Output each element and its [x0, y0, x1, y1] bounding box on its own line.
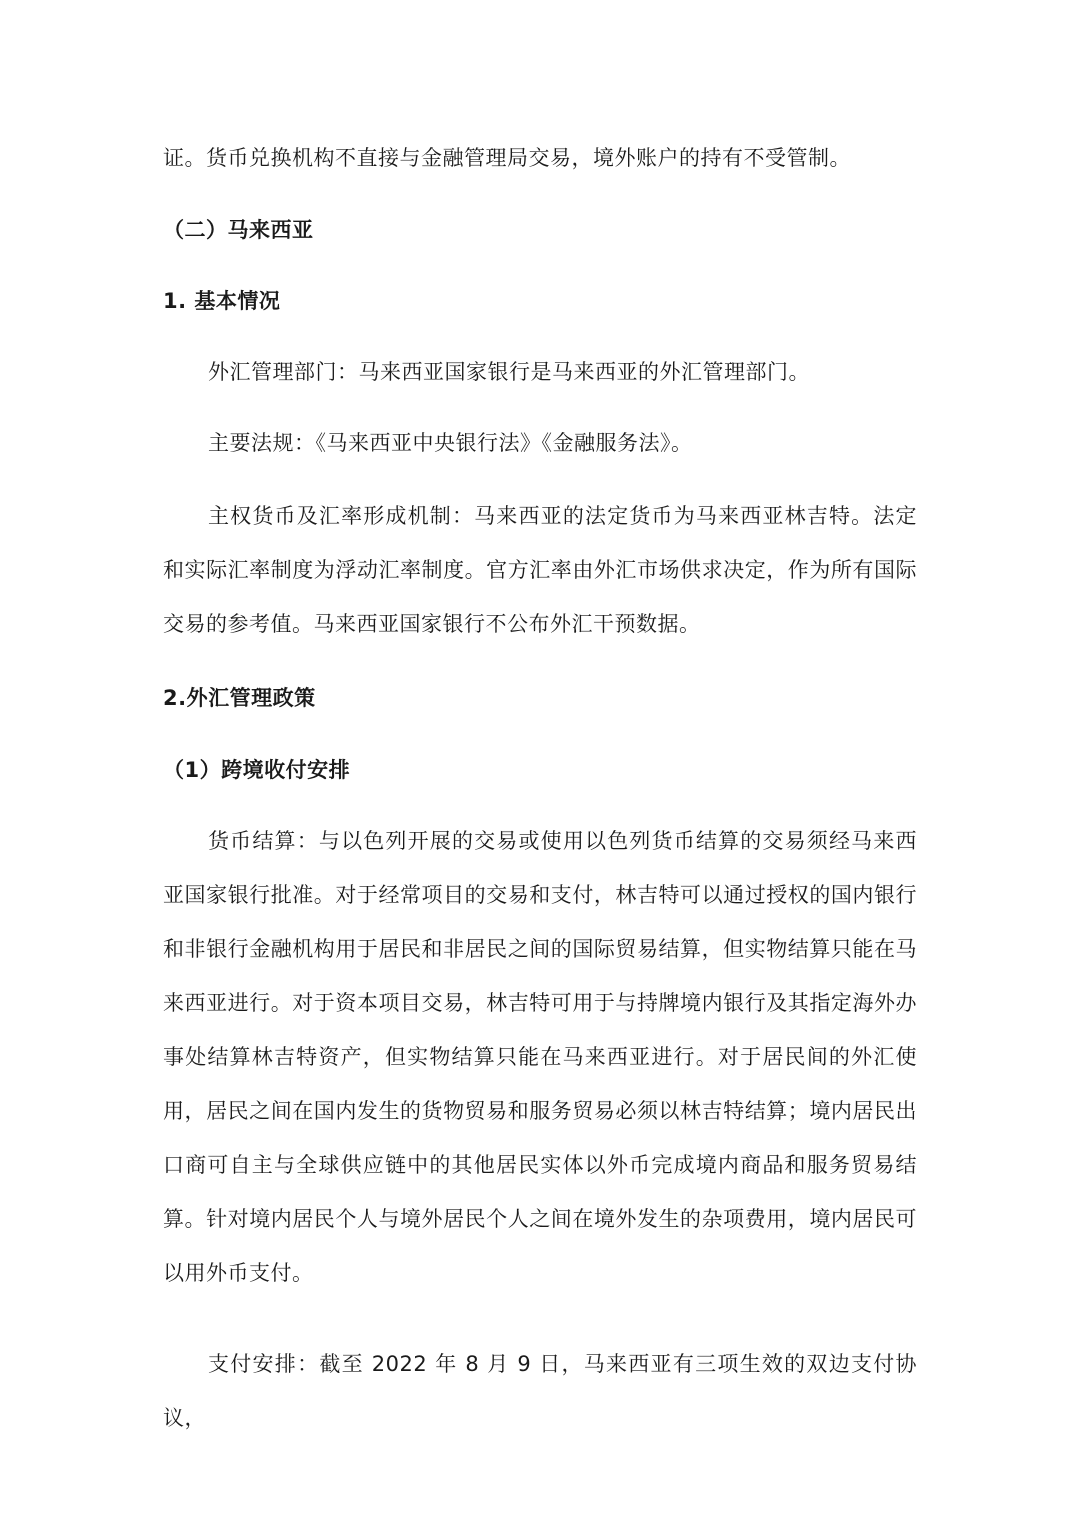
subsection-heading-cross-border: （1）跨境收付安排 — [163, 758, 351, 782]
paragraph-currency-regime: 主权货币及汇率形成机制：马来西亚的法定货币为马来西亚林吉特。法定和实际汇率制度为浮动汇率制度。官方汇率由外汇市场供求决定，作为所有国际交易的参考值。马来西亚国家银行不公布外汇干预数据。 — [163, 504, 917, 636]
subsection-heading-basic-info: 1. 基本情况 — [163, 289, 281, 313]
subsection-heading-fx-policy: 2.外汇管理政策 — [163, 686, 316, 710]
paragraph-currency-settlement: 货币结算：与以色列开展的交易或使用以色列货币结算的交易须经马来西亚国家银行批准。对于经常项目的交易和支付，林吉特可以通过授权的国内银行和非银行金融机构用于居民和非居民之间的国际贸易结算，但实物结算只能在马来西亚进行。对于资本项目交易，林吉特可用于与持牌境内银行及其指定海外办事处结算林吉特资产，但实物结算只能在马来西亚进行。对于居民间的外汇使用，居民之间在国内发生的货物贸易和服务贸易必须以林吉特结算；境内居民出口商可自主与全球供应链中的其他居民实体以外币完成境内商品和服务贸易结算。针对境内居民个人与境外居民个人之间在境外发生的杂项费用，境内居民可以用外币支付。 — [163, 829, 917, 1285]
paragraph-main-laws: 主要法规：《马来西亚中央银行法》《金融服务法》。 — [208, 431, 693, 455]
paragraph-fx-department: 外汇管理部门：马来西亚国家银行是马来西亚的外汇管理部门。 — [208, 360, 810, 384]
section-heading-malaysia: （二）马来西亚 — [163, 218, 314, 242]
paragraph-continued: 证。货币兑换机构不直接与金融管理局交易，境外账户的持有不受管制。 — [163, 146, 851, 170]
paragraph-payment-arrangement: 支付安排：截至 2022 年 8 月 9 日，马来西亚有三项生效的双边支付协议， — [163, 1352, 917, 1430]
